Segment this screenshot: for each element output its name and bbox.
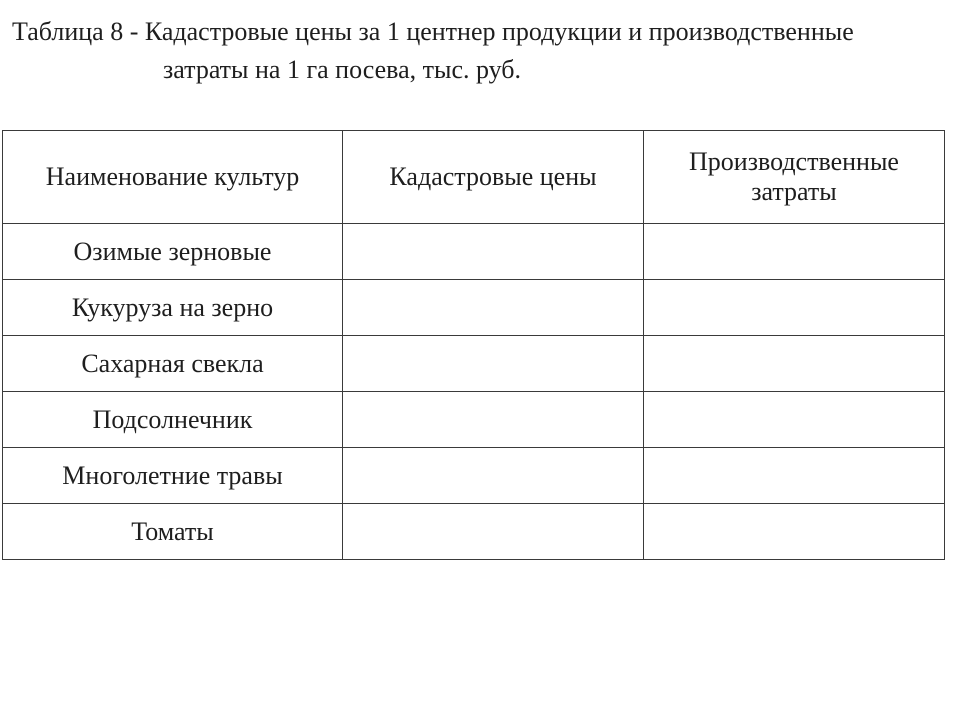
crop-name-cell: Томаты: [3, 504, 343, 560]
table-row: [3, 280, 945, 336]
table-row: [3, 336, 945, 392]
crop-name-cell: Озимые зерновые: [3, 224, 343, 280]
header-production-costs-line-2: затраты: [751, 177, 837, 206]
production-cost-cell: [644, 224, 945, 280]
crop-name-cell: Сахарная свекла: [3, 336, 343, 392]
caption-line-2: затраты на 1 га посева, тыс. руб.: [163, 55, 522, 84]
cadastral-price-cell: [343, 280, 644, 336]
cadastral-price-cell: [343, 336, 644, 392]
table-row: [3, 504, 945, 560]
header-crop-name: Наименование культур: [3, 131, 343, 224]
crop-name-cell: Кукуруза на зерно: [3, 280, 343, 336]
table-row: [3, 448, 945, 504]
cadastral-price-cell: [343, 504, 644, 560]
cadastral-price-cell: [343, 392, 644, 448]
production-cost-cell: [644, 280, 945, 336]
crop-name-cell: Многолетние травы: [3, 448, 343, 504]
crop-name-cell: Подсолнечник: [3, 392, 343, 448]
cadastral-price-cell: [343, 448, 644, 504]
header-production-costs: [644, 131, 945, 224]
crop-cost-table: [2, 130, 945, 560]
header-cadastral-prices: Кадастровые цены: [343, 131, 644, 224]
production-cost-cell: [644, 504, 945, 560]
caption-line-1: Таблица 8 - Кадастровые цены за 1 центнер продукции и производственные: [12, 17, 854, 46]
production-cost-cell: [644, 392, 945, 448]
production-cost-cell: [644, 336, 945, 392]
table-row: [3, 224, 945, 280]
cadastral-price-cell: [343, 224, 644, 280]
header-production-costs-line-1: Производственные: [689, 147, 899, 176]
table-row: [3, 392, 945, 448]
production-cost-cell: [644, 448, 945, 504]
table-header-row: [3, 131, 945, 224]
